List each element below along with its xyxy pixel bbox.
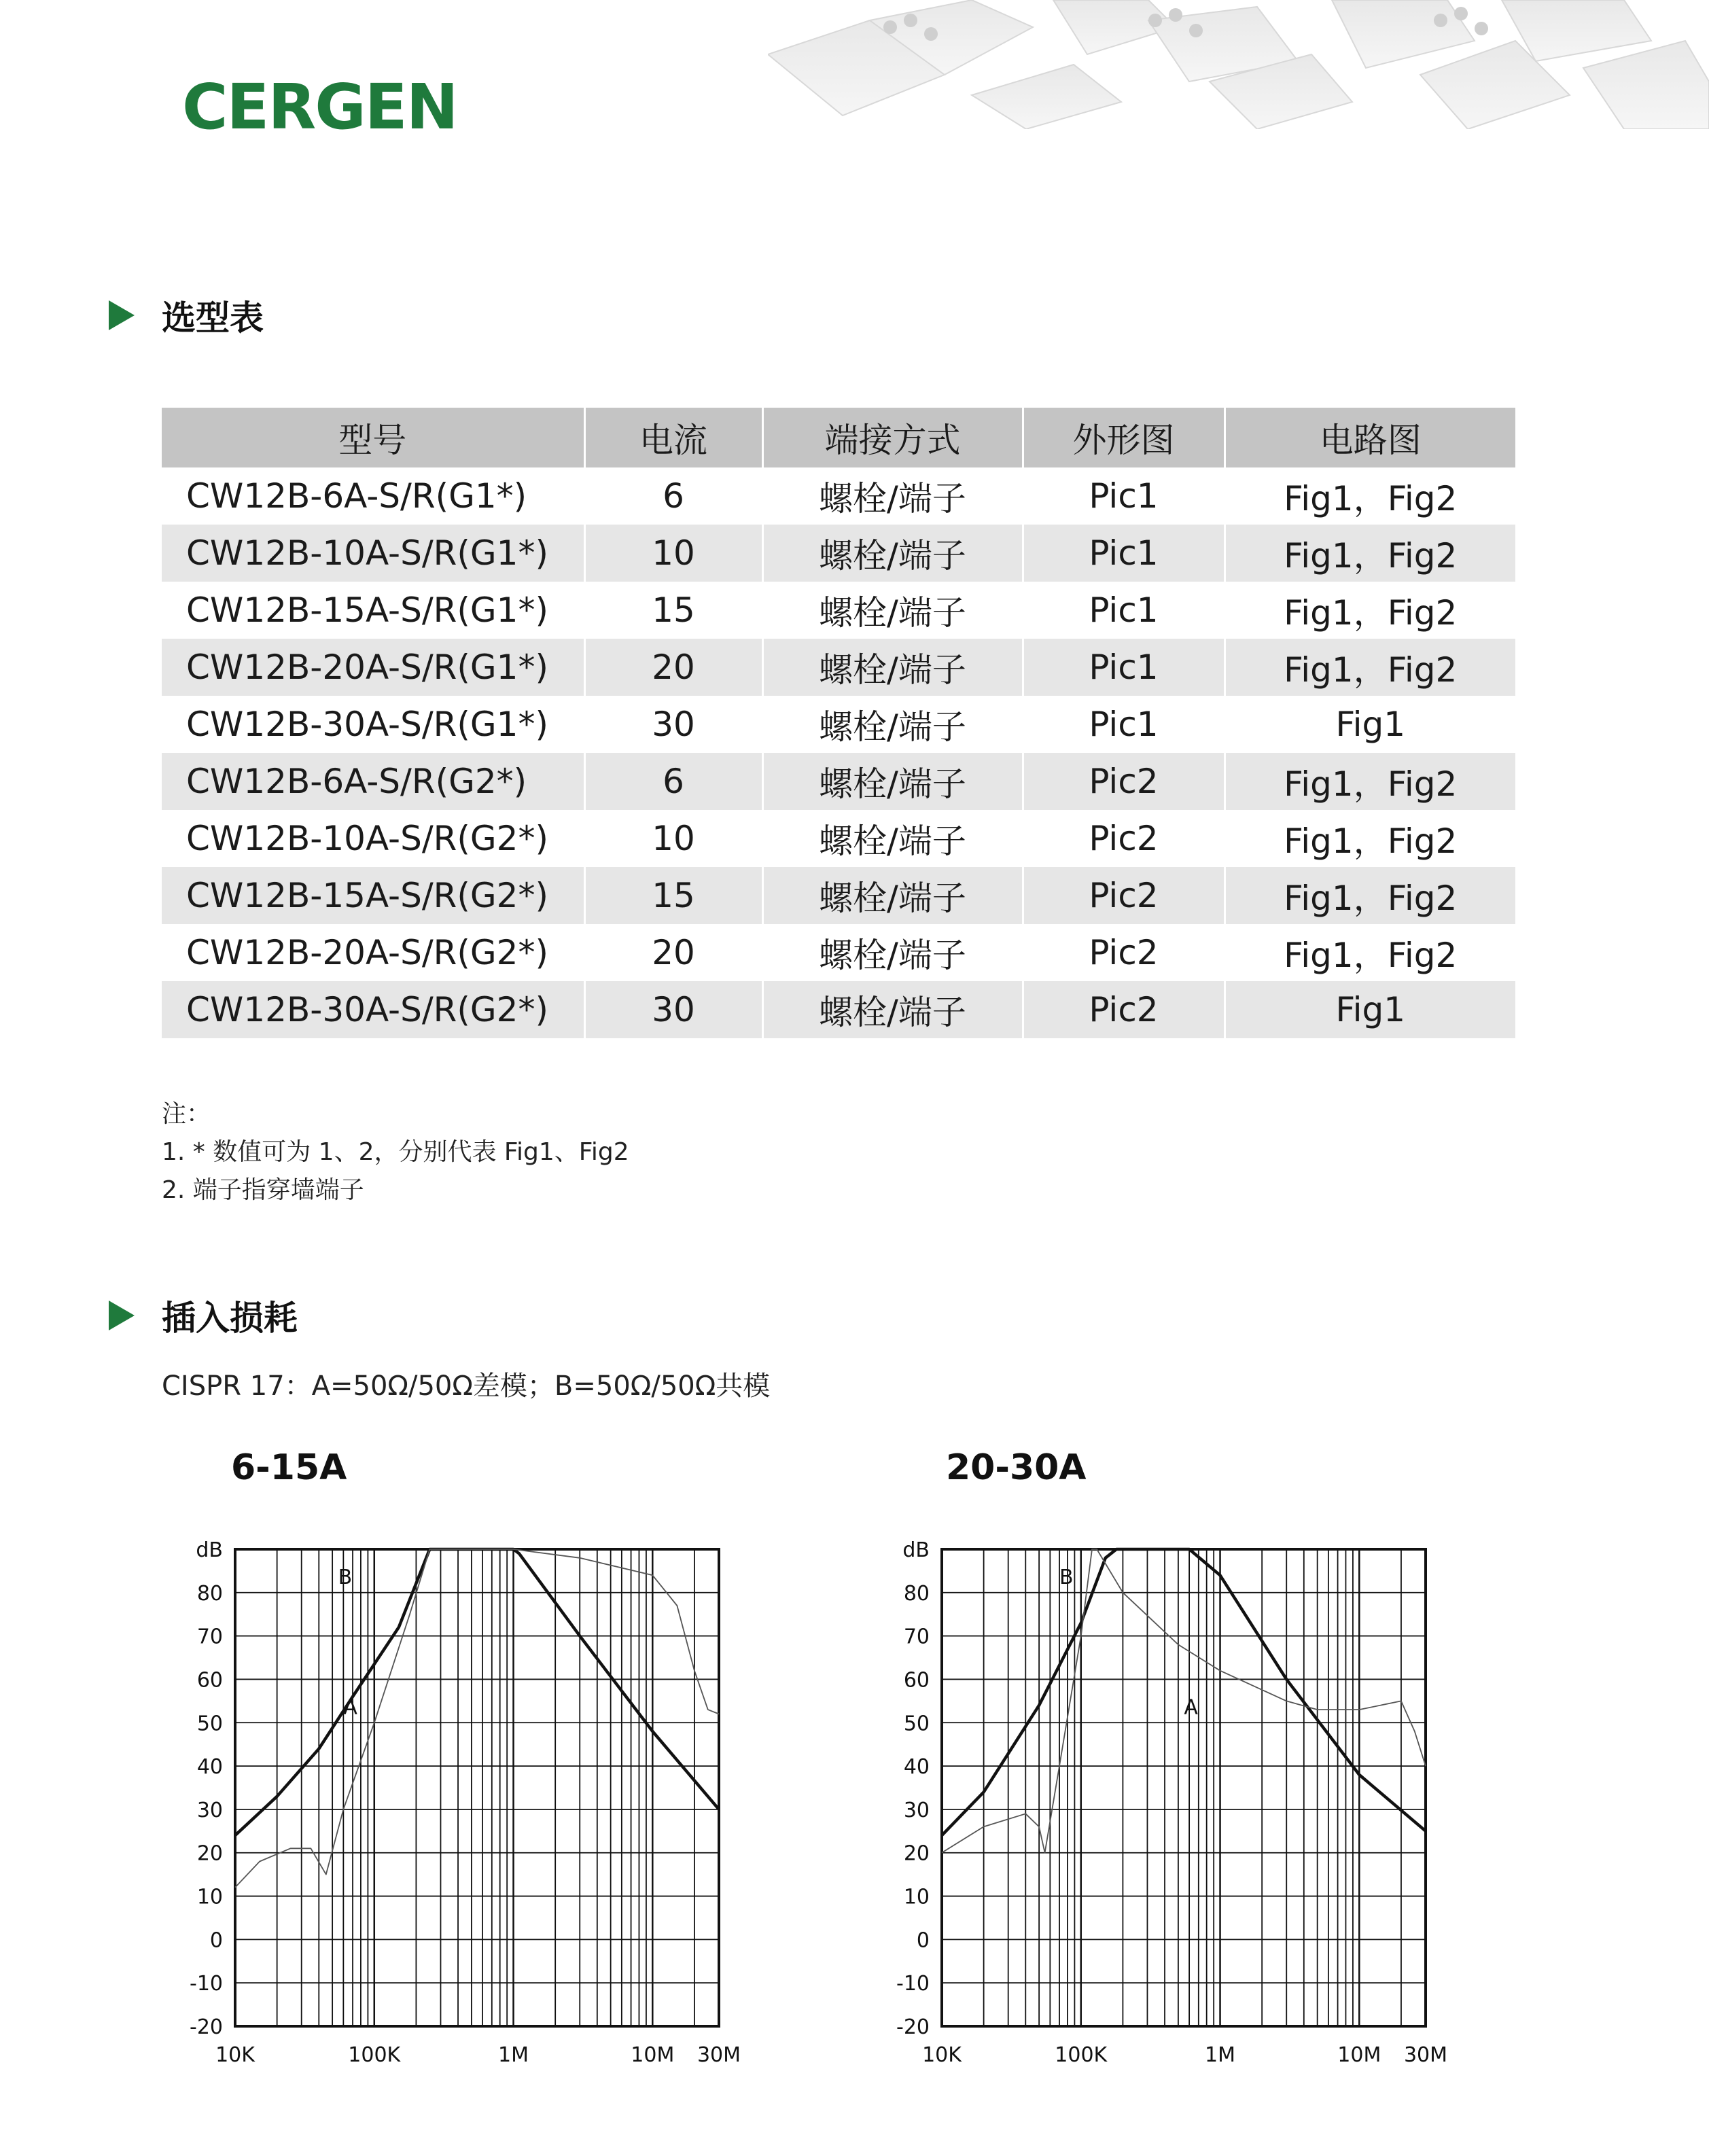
y-tick-label: -20 [896, 2015, 930, 2039]
table-row [162, 639, 1515, 696]
cell-termination: 螺栓/端子 [762, 582, 1023, 639]
cell-model: CW12B-30A-S/R(G2*) [162, 981, 584, 1038]
y-tick-label: 20 [196, 1841, 223, 1866]
cell-termination: 螺栓/端子 [762, 810, 1023, 867]
cell-current: 15 [584, 582, 762, 639]
insertion-loss-section-header [109, 1291, 298, 1340]
y-tick-label: 80 [903, 1581, 930, 1606]
table-row [162, 810, 1515, 867]
table-row [162, 981, 1515, 1038]
y-tick-label: 0 [209, 1928, 223, 1953]
note-heading: 注： [162, 1100, 211, 1128]
cell-model: CW12B-10A-S/R(G1*) [162, 525, 584, 582]
chart-title: 20-30A [946, 1447, 1087, 1488]
table-row [162, 467, 1515, 525]
x-tick-label: 10K [922, 2043, 962, 2067]
y-tick-label: 50 [196, 1712, 223, 1736]
cell-model: CW12B-10A-S/R(G2*) [162, 810, 584, 867]
cell-circuit: Fig1 [1225, 981, 1515, 1038]
selection-section-header [109, 291, 264, 340]
cell-circuit: Fig1，Fig2 [1284, 821, 1458, 861]
table-row [162, 924, 1515, 981]
series-label-a: A [343, 1695, 357, 1720]
cell-model: CW12B-6A-S/R(G1*) [162, 467, 584, 525]
table-header-row [162, 408, 1515, 467]
x-tick-label: 10M [631, 2043, 675, 2067]
table-row [162, 582, 1515, 639]
cell-circuit: Fig1，Fig2 [1225, 525, 1515, 582]
y-tick-label: 40 [903, 1755, 930, 1780]
cell-outline: Pic2 [1023, 810, 1225, 867]
cell-current: 6 [584, 753, 762, 810]
y-axis-label: dB [902, 1538, 930, 1562]
cell-termination: 螺栓/端子 [762, 525, 1023, 582]
selection-section-title: 选型表 [162, 298, 264, 338]
table-row [162, 753, 1515, 810]
cell-termination: 螺栓/端子 [762, 467, 1023, 525]
table-row [162, 696, 1515, 753]
cell-termination: 螺栓/端子 [762, 639, 1023, 696]
x-tick-label: 10M [1337, 2043, 1381, 2067]
cell-current: 6 [584, 467, 762, 525]
series-label-b: B [1059, 1566, 1074, 1590]
selection-table [162, 408, 1515, 1038]
table-row [162, 867, 1515, 924]
brand-logo: CERGEN [182, 71, 457, 143]
y-tick-label: 20 [903, 1841, 930, 1866]
x-tick-label: 100K [1055, 2043, 1108, 2067]
cell-model: CW12B-6A-S/R(G2*) [162, 753, 584, 810]
column-header-circuit: 电路图 [1225, 408, 1515, 467]
cell-outline: Pic1 [1023, 696, 1225, 753]
table-row [162, 525, 1515, 582]
cell-termination: 螺栓/端子 [762, 753, 1023, 810]
product-photo-banner [768, 0, 1709, 129]
x-tick-label: 1M [498, 2043, 529, 2067]
cispr-standard-text: CISPR 17：A=50Ω/50Ω差模；B=50Ω/50Ω共模 [162, 1371, 771, 1402]
y-tick-label: 0 [916, 1928, 930, 1953]
y-tick-label: -10 [190, 1972, 223, 1996]
cell-model: CW12B-15A-S/R(G1*) [162, 582, 584, 639]
cell-outline: Pic1 [1023, 525, 1225, 582]
y-tick-label: 30 [903, 1798, 930, 1822]
column-header-termination: 端接方式 [762, 408, 1023, 467]
cell-circuit: Fig1，Fig2 [1225, 639, 1515, 696]
y-tick-label: 80 [196, 1581, 223, 1606]
series-label-a: A [1184, 1695, 1198, 1720]
y-tick-label: 70 [903, 1625, 930, 1649]
y-tick-label: -10 [896, 1972, 930, 1996]
cell-circuit: Fig1，Fig2 [1225, 753, 1515, 810]
y-tick-label: 40 [196, 1755, 223, 1780]
y-axis-label: dB [196, 1538, 223, 1562]
x-tick-label: 30M [697, 2043, 741, 2067]
x-tick-label: 1M [1205, 2043, 1236, 2067]
insertion-loss-chart-6-15A [183, 1536, 761, 2100]
cell-outline: Pic1 [1023, 582, 1225, 639]
insertion-loss-section-title: 插入损耗 [162, 1298, 298, 1338]
insertion-loss-chart-20-30A [890, 1536, 1468, 2100]
cell-outline: Pic2 [1023, 924, 1225, 981]
y-tick-label: 70 [196, 1625, 223, 1649]
cell-current: 20 [584, 639, 762, 696]
column-header-current: 电流 [584, 408, 762, 467]
table-notes [162, 1095, 629, 1209]
y-tick-label: 10 [196, 1885, 223, 1909]
section-triangle-icon [109, 1301, 135, 1330]
cell-circuit: Fig1，Fig2 [1225, 867, 1515, 924]
cell-termination: 螺栓/端子 [762, 981, 1023, 1038]
cell-current: 15 [584, 867, 762, 924]
cell-termination: 螺栓/端子 [762, 924, 1023, 981]
y-tick-label: 60 [903, 1668, 930, 1693]
x-tick-label: 100K [348, 2043, 401, 2067]
note-item: 2. 端子指穿墙端子 [162, 1176, 364, 1204]
cell-circuit: Fig1 [1335, 705, 1406, 744]
cell-current: 30 [584, 696, 762, 753]
y-tick-label: -20 [190, 2015, 223, 2039]
cell-termination: 螺栓/端子 [762, 867, 1023, 924]
cell-outline: Pic1 [1023, 467, 1225, 525]
y-tick-label: 30 [196, 1798, 223, 1822]
cell-current: 20 [584, 924, 762, 981]
cell-model: CW12B-20A-S/R(G2*) [162, 924, 584, 981]
x-tick-label: 10K [215, 2043, 255, 2067]
cell-model: CW12B-30A-S/R(G1*) [162, 696, 584, 753]
cell-current: 30 [584, 981, 762, 1038]
column-header-model: 型号 [162, 408, 584, 467]
chart-title: 6-15A [231, 1447, 347, 1488]
column-header-outline: 外形图 [1023, 408, 1225, 467]
cell-current: 10 [584, 810, 762, 867]
x-tick-label: 30M [1403, 2043, 1448, 2067]
cell-current: 10 [584, 525, 762, 582]
cell-outline: Pic2 [1023, 981, 1225, 1038]
cell-outline: Pic2 [1023, 753, 1225, 810]
cell-termination: 螺栓/端子 [762, 696, 1023, 753]
cell-circuit: Fig1，Fig2 [1284, 593, 1458, 633]
note-item: 1. * 数值可为 1、2，分别代表 Fig1、Fig2 [162, 1138, 629, 1166]
section-triangle-icon [109, 300, 135, 330]
cell-circuit: Fig1，Fig2 [1284, 479, 1458, 518]
y-tick-label: 50 [903, 1712, 930, 1736]
cell-model: CW12B-20A-S/R(G1*) [162, 639, 584, 696]
cell-outline: Pic1 [1023, 639, 1225, 696]
cell-outline: Pic2 [1023, 867, 1225, 924]
series-label-b: B [338, 1566, 353, 1590]
y-tick-label: 10 [903, 1885, 930, 1909]
y-tick-label: 60 [196, 1668, 223, 1693]
cell-model: CW12B-15A-S/R(G2*) [162, 867, 584, 924]
cell-circuit: Fig1，Fig2 [1284, 936, 1458, 975]
